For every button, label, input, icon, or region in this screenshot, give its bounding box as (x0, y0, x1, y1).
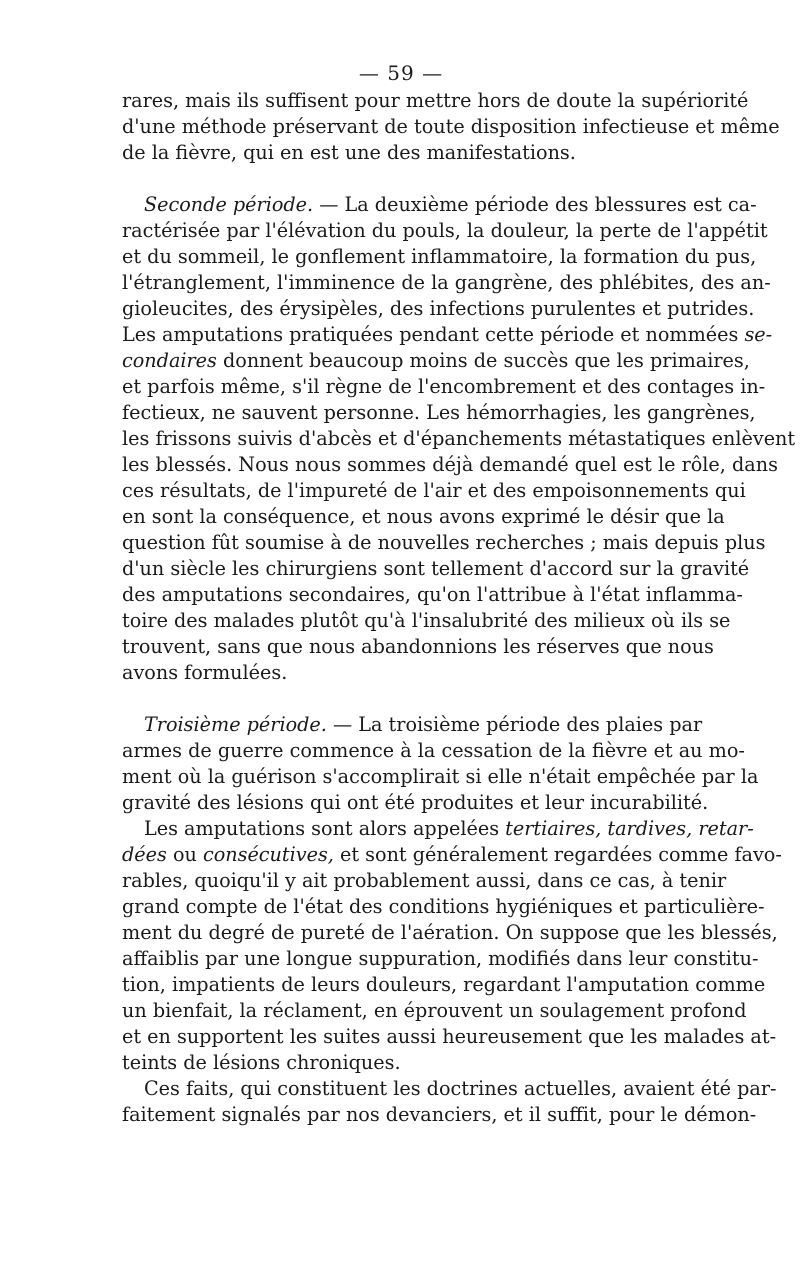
line-text: les frissons suivis d'abcès et d'épanchements métastatiques enlèvent (122, 427, 796, 450)
text-line (122, 504, 725, 530)
line-text: un bienfait, la réclament, en éprouvent un soulagement profond (122, 999, 747, 1022)
text-line (122, 374, 766, 400)
text-line (122, 1102, 757, 1128)
italic-text: tertiaires, tardives, retar- (505, 817, 754, 840)
italic-text: se- (744, 323, 773, 346)
text-line (122, 816, 754, 842)
text-line (122, 478, 746, 504)
text-line (122, 790, 709, 816)
text-line (122, 1076, 777, 1102)
italic-text: Seconde période. (144, 193, 314, 216)
paragraph-p2 (122, 192, 796, 686)
text-line (122, 114, 780, 140)
text-line (122, 712, 703, 738)
text-line (122, 998, 747, 1024)
italic-text: consécutives, (202, 843, 334, 866)
text-line (122, 738, 745, 764)
text-line (122, 946, 759, 972)
text-line (122, 1024, 777, 1050)
text-line (122, 582, 743, 608)
line-text: ractérisée par l'élévation du pouls, la douleur, la perte de l'appétit (122, 219, 768, 242)
line-text: en sont la conséquence, et nous avons exprimé le désir que la (122, 505, 725, 528)
line-text: rares, mais ils suffisent pour mettre hors de doute la supériorité (122, 89, 749, 112)
text-line (122, 296, 755, 322)
book-page (122, 58, 796, 1128)
text-line (122, 452, 778, 478)
text-line (122, 270, 771, 296)
line-text: les blessés. Nous nous sommes déjà demandé quel est le rôle, dans (122, 453, 778, 476)
paragraph-p1 (122, 88, 780, 166)
text-line (122, 868, 727, 894)
line-text: trouvent, sans que nous abandonnions les réserves que nous (122, 635, 714, 658)
line-text: fectieux, ne sauvent personne. Les hémorrhagies, les gangrènes, (122, 401, 756, 424)
page-number: — 59 — (358, 61, 444, 85)
text-line (122, 556, 750, 582)
line-text: rables, quoiqu'il y ait probablement aussi, dans ce cas, à tenir (122, 869, 727, 892)
line-text: — La deuxième période des blessures est ca- (313, 193, 757, 216)
text-line (122, 322, 773, 348)
line-text: d'un siècle les chirurgiens sont tellement d'accord sur la gravité (122, 557, 750, 580)
line-text: ou (166, 843, 203, 866)
text-line (122, 400, 756, 426)
text-line (122, 530, 766, 556)
italic-text: condaires (122, 349, 217, 372)
line-text: faitement signalés par nos devanciers, et il suffit, pour le démon- (122, 1103, 757, 1126)
body-text (122, 88, 796, 1128)
line-text: avons formulées. (122, 661, 288, 684)
line-text: gravité des lésions qui ont été produites et leur incurabilité. (122, 791, 709, 814)
line-text: ment du degré de pureté de l'aération. On suppose que les blessés, (122, 921, 778, 944)
line-text: de la fièvre, qui en est une des manifestations. (122, 141, 576, 164)
text-line (122, 920, 778, 946)
text-line (122, 140, 680, 166)
text-line (122, 660, 680, 686)
paragraph-p3 (122, 712, 759, 816)
text-line (122, 192, 757, 218)
line-text: et en supportent les suites aussi heureusement que les malades at- (122, 1025, 777, 1048)
text-line (122, 244, 757, 270)
line-text: et du sommeil, le gonflement inflammatoire, la formation du pus, (122, 245, 757, 268)
line-text: et sont généralement regardées comme favo- (333, 843, 782, 866)
text-line (122, 764, 759, 790)
paragraph-gap (122, 686, 680, 712)
line-text: Les amputations sont alors appelées (144, 817, 506, 840)
text-line (122, 608, 731, 634)
text-line (122, 426, 796, 452)
line-text: tion, impatients de leurs douleurs, regardant l'amputation comme (122, 973, 766, 996)
line-text: teints de lésions chroniques. (122, 1051, 401, 1074)
line-text: armes de guerre commence à la cessation de la fièvre et au mo- (122, 739, 745, 762)
line-text: gioleucites, des érysipèles, des infections purulentes et putrides. (122, 297, 755, 320)
text-line (122, 348, 750, 374)
line-text: Ces faits, qui constituent les doctrines actuelles, avaient été par- (144, 1077, 777, 1100)
line-text: l'étranglement, l'imminence de la gangrène, des phlébites, des an- (122, 271, 771, 294)
text-line (122, 842, 782, 868)
line-text: des amputations secondaires, qu'on l'attribue à l'état inflamma- (122, 583, 743, 606)
text-line (122, 972, 766, 998)
line-text: Les amputations pratiquées pendant cette période et nommées (122, 323, 745, 346)
text-line (122, 218, 768, 244)
italic-text: dées (122, 843, 167, 866)
line-text: d'une méthode préservant de toute disposition infectieuse et même (122, 115, 780, 138)
paragraph-p5 (122, 1076, 777, 1128)
paragraph-gap (122, 166, 680, 192)
line-text: affaiblis par une longue suppuration, modifiés dans leur constitu- (122, 947, 759, 970)
line-text: toire des malades plutôt qu'à l'insalubrité des milieux où ils se (122, 609, 731, 632)
paragraph-p4 (122, 816, 782, 1076)
line-text: grand compte de l'état des conditions hygiéniques et particulière- (122, 895, 765, 918)
line-text: ces résultats, de l'impureté de l'air et des empoisonnements qui (122, 479, 746, 502)
text-line (122, 634, 714, 660)
line-text: question fût soumise à de nouvelles recherches ; mais depuis plus (122, 531, 766, 554)
line-text: ment où la guérison s'accomplirait si elle n'était empêchée par la (122, 765, 759, 788)
line-text: donnent beaucoup moins de succès que les primaires, (216, 349, 750, 372)
line-text: — La troisième période des plaies par (326, 713, 703, 736)
line-text: et parfois même, s'il règne de l'encombrement et des contages in- (122, 375, 766, 398)
text-line (122, 88, 749, 114)
italic-text: Troisième période. (144, 713, 327, 736)
text-line (122, 1050, 680, 1076)
text-line (122, 894, 765, 920)
